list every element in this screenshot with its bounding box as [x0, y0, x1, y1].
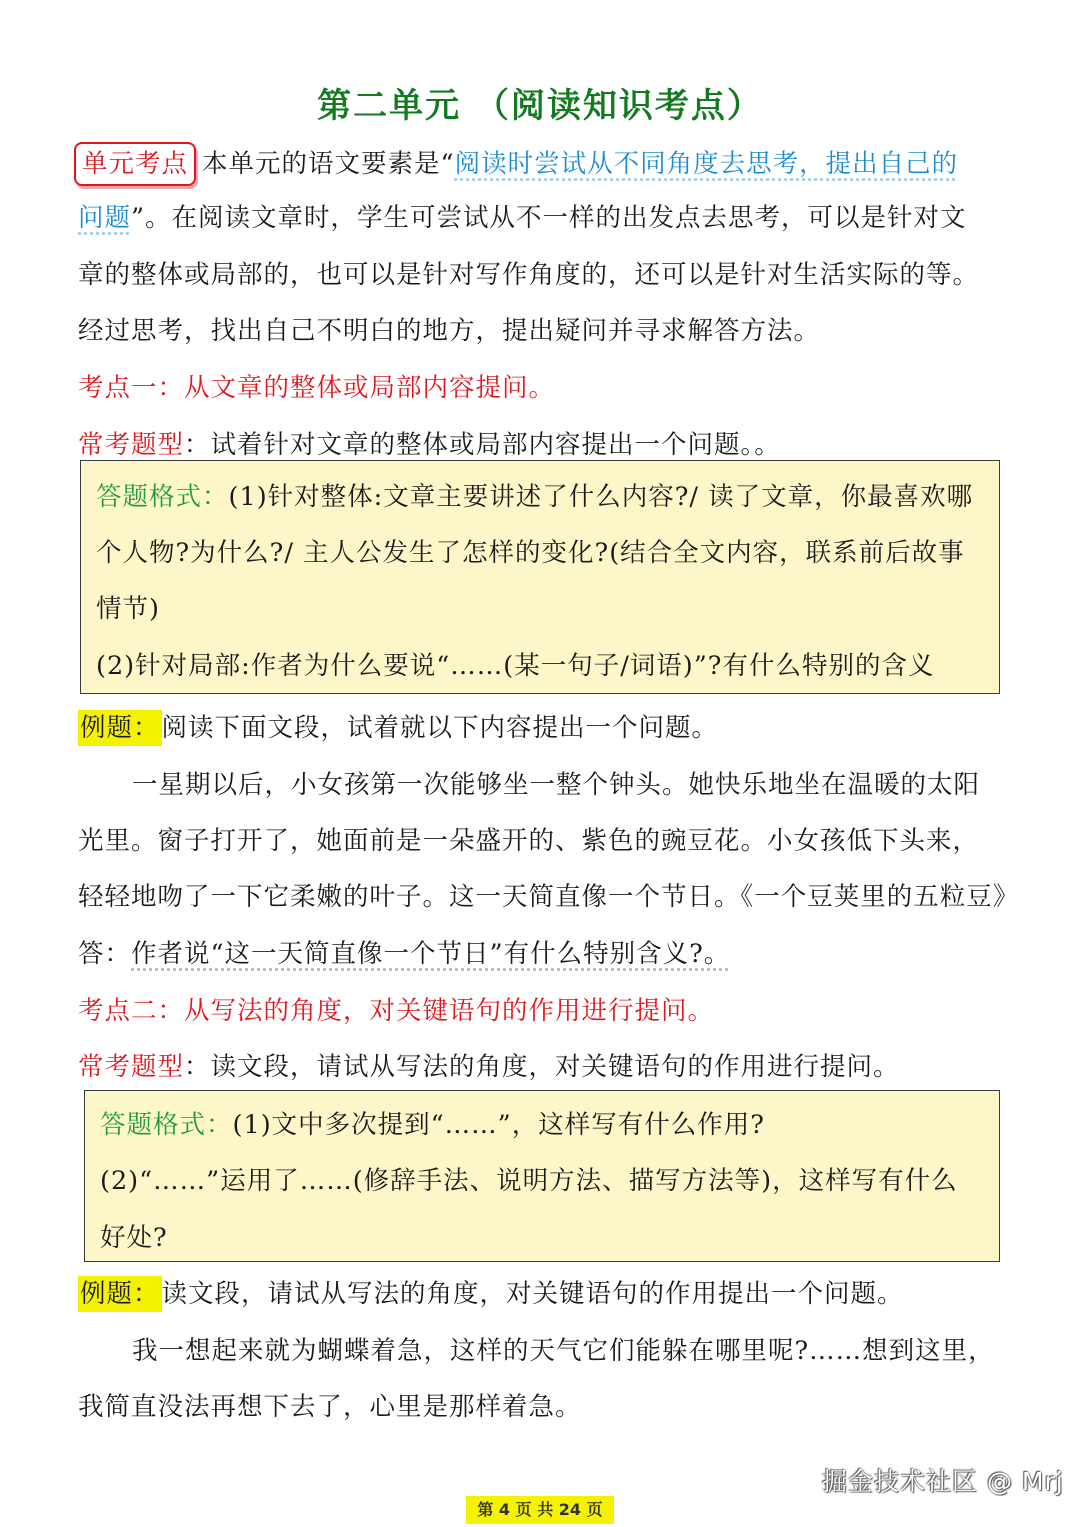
- point1-passage-line-2: 光里。窗子打开了，她面前是一朵盛开的、紫色的豌豆花。小女孩低下头来，: [78, 826, 980, 856]
- point1-example-text: 阅读下面文段，试着就以下内容提出一个问题。: [161, 713, 719, 743]
- point1-format-line-1: [96, 480, 1036, 514]
- point1-format-text-1: (1)针对整体:文章主要讲述了什么内容?/ 读了文章，你最喜欢哪: [228, 482, 974, 512]
- point1-type: [78, 428, 1018, 462]
- point2-format-line-1: [100, 1108, 1040, 1142]
- point2-type: [78, 1050, 1018, 1084]
- point1-example-label: 例题：: [78, 710, 162, 746]
- point1-passage-line-1: 一星期以后，小女孩第一次能够坐一整个钟头。她快乐地坐在温暖的太阳: [132, 770, 981, 800]
- unit-point-quote-1: 阅读时尝试从不同角度去思考，提出自己的: [454, 149, 959, 179]
- point2-example-text: 读文段，请试从写法的角度，对关键语句的作用提出一个问题。: [161, 1279, 904, 1309]
- page-title: 第二单元 （阅读知识考点）: [317, 86, 763, 126]
- point1-format-line-2: 个人物?为什么?/ 主人公发生了怎样的变化?(结合全文内容，联系前后故事: [96, 538, 965, 568]
- unit-point-quote-2: 问题: [78, 203, 132, 233]
- page-footer: 第 4 页 共 24 页: [466, 1496, 614, 1524]
- point1-answer-label: 答：: [78, 939, 132, 969]
- point2-passage-line-2: 我简直没法再想下去了，心里是那样着急。: [78, 1392, 582, 1422]
- unit-point-line-3: 章的整体或局部的，也可以是针对写作角度的，还可以是针对生活实际的等。: [78, 260, 980, 290]
- point2-type-text: ：读文段，请试从写法的角度，对关键语句的作用进行提问。: [184, 1052, 900, 1082]
- point2-format-line-2: (2)“……”运用了……(修辞手法、说明方法、描写方法等)，这样写有什么: [100, 1166, 958, 1196]
- point1-type-label: 常考题型: [78, 430, 185, 460]
- unit-point-text-2: ”。在阅读文章时，学生可尝试从不一样的出发点去思考，可以是针对文: [131, 203, 967, 233]
- point2-example: [78, 1277, 1018, 1311]
- point2-format-line-3: 好处?: [100, 1223, 168, 1253]
- point1-heading: 考点一：从文章的整体或局部内容提问。: [78, 373, 556, 403]
- point2-format-text-1: (1)文中多次提到“……”，这样写有什么作用?: [232, 1110, 765, 1140]
- unit-point-tag: 单元考点: [74, 142, 196, 186]
- point2-format-label: 答题格式：: [100, 1110, 233, 1140]
- point1-format-label: 答题格式：: [96, 482, 229, 512]
- point2-heading: 考点二：从写法的角度，对关键语句的作用进行提问。: [78, 996, 715, 1026]
- point1-answer-text: 作者说“这一天简直像一个节日”有什么特别含义?。: [131, 939, 731, 969]
- watermark: 掘金技术社区 @ Mrj: [822, 1467, 1064, 1496]
- point2-example-label: 例题：: [78, 1276, 162, 1312]
- point2-passage-line-1: 我一想起来就为蝴蝶着急，这样的天气它们能躲在哪里呢?……想到这里，: [132, 1336, 995, 1366]
- unit-point-line-4: 经过思考，找出自己不明白的地方，提出疑问并寻求解答方法。: [78, 316, 821, 346]
- unit-point-intro: 本单元的语文要素是“: [202, 149, 455, 179]
- point1-answer: [78, 937, 1018, 971]
- point1-format-line-3: 情节): [96, 594, 160, 624]
- unit-point-line-1: [74, 142, 1014, 186]
- unit-point-line-2: [78, 201, 1018, 235]
- point1-example: [78, 711, 1018, 745]
- point1-type-text: ：试着针对文章的整体或局部内容提出一个问题。。: [184, 430, 781, 460]
- point1-format-line-4: (2)针对局部:作者为什么要说“……(某一句子/词语)”?有什么特别的含义: [96, 651, 935, 681]
- point2-type-label: 常考题型: [78, 1052, 185, 1082]
- point1-passage-line-3: 轻轻地吻了一下它柔嫩的叶子。这一天简直像一个节日。《一个豆荚里的五粒豆》: [78, 882, 1020, 912]
